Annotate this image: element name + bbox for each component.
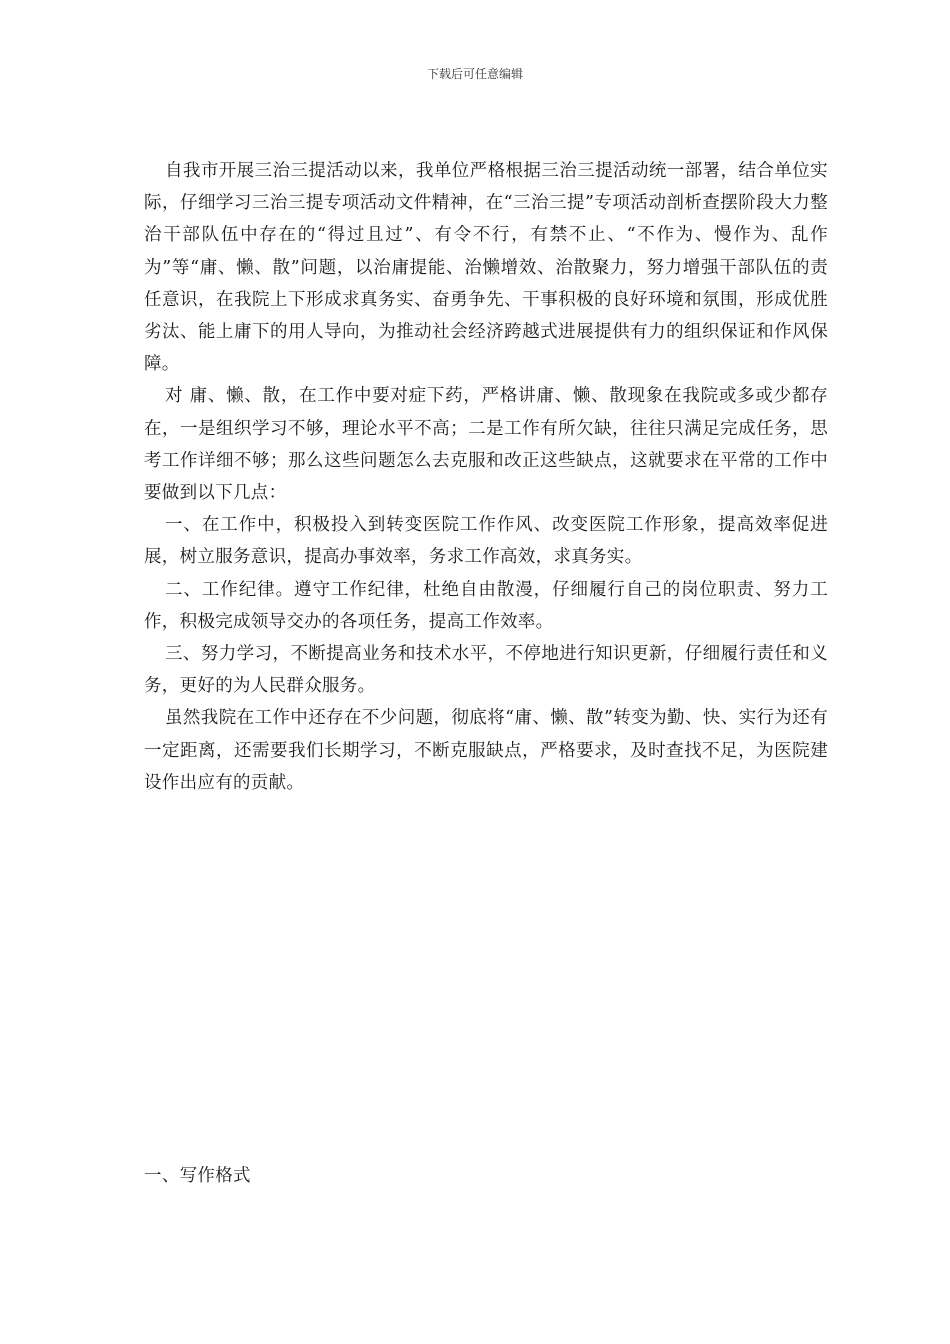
paragraph-point-three: 三、努力学习，不断提高业务和技术水平，不停地进行知识更新，仔细履行责任和义务，更好的为人民群众服务。 [144, 644, 828, 697]
paragraph-conclusion: 虽然我院在工作中还存在不少问题，彻底将“庸、懒、散”转变为勤、快、实行为还有一定距离，还需要我们长期学习，不断克服缺点，严格要求，及时查找不足，为医院建设作出应有的贡献。 [144, 708, 828, 793]
page-header: 下载后可任意编辑 [426, 67, 523, 81]
paragraph-intro: 自我市开展三治三提活动以来，我单位严格根据三治三提活动统一部署，结合单位实际，仔细学习三治三提专项活动文件精神，在“三治三提”专项活动剖析查摆阶段大力整治干部队伍中存在的“得过且过”、有令不行，有禁不止、“不作为、慢作为、乱作为”等“庸、懒、散”问题，以治庸提能、治懒增效、治散聚力，努力增强干部队伍的责任意识，在我院上下形成求真务实、奋勇争先、干事积极的良好环境和氛围，形成优胜劣汰、能上庸下的用人导向，为推动社会经济跨越式进展提供有力的组织保证和作风保障。 [144, 161, 828, 375]
paragraph-point-two: 二、工作纪律。遵守工作纪律，杜绝自由散漫，仔细履行自己的岗位职责、努力工作，积极完成领导交办的各项任务，提高工作效率。 [144, 579, 828, 632]
paragraph-analysis: 对 庸、懒、散，在工作中要对症下药，严格讲庸、懒、散现象在我院或多或少都存在，一是组织学习不够，理论水平不高；二是工作有所欠缺，往往只满足完成任务，思考工作详细不够；那么这些问题怎么去克服和改正这些缺点，这就要求在平常的工作中要做到以下几点： [144, 386, 828, 504]
section-heading: 一、写作格式 [144, 1166, 251, 1186]
document-body [144, 155, 828, 799]
paragraph-point-one: 一、在工作中，积极投入到转变医院工作作风、改变医院工作形象，提高效率促进展，树立服务意识，提高办事效率，务求工作高效，求真务实。 [144, 515, 828, 568]
